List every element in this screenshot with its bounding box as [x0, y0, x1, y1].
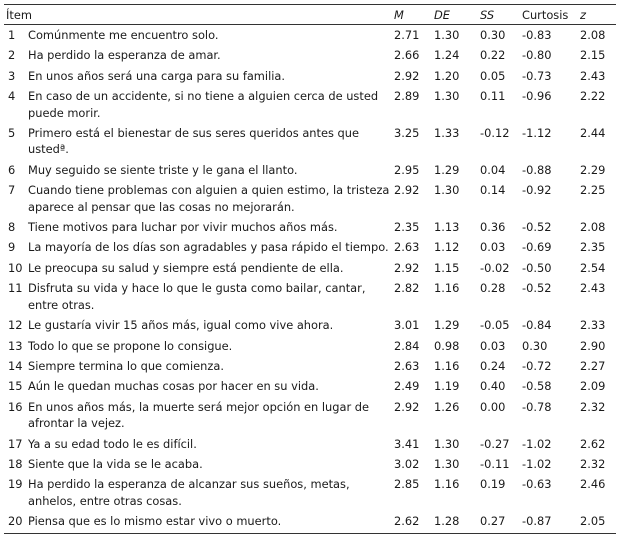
value-m: 2.49: [394, 379, 420, 394]
value-m: 3.41: [394, 436, 420, 451]
value-z: 2.43: [580, 68, 606, 83]
value-de: 1.15: [434, 260, 460, 275]
table-body: [4, 25, 616, 534]
value-m: 2.82: [394, 281, 420, 296]
value-ss: 0.36: [480, 220, 506, 235]
table-row: [4, 397, 616, 434]
value-ss: -0.02: [480, 260, 510, 275]
value-z: 2.08: [580, 28, 606, 42]
value-ss: 0.03: [480, 240, 506, 255]
item-text: En caso de un accidente, si no tiene a alguien cerca de usted puede morir.: [28, 89, 379, 120]
item-number: 2: [8, 48, 16, 63]
value-m: 3.01: [394, 318, 420, 333]
item-number: 1: [8, 28, 16, 42]
value-de: 1.16: [434, 477, 460, 492]
value-m: 2.35: [394, 220, 420, 235]
item-text: Ha perdido la esperanza de alcanzar sus sueños, metas, anhelos, entre otras cosas.: [28, 477, 350, 508]
value-ss: -0.05: [480, 318, 510, 333]
value-curtosis: -0.92: [522, 183, 552, 198]
value-m: 2.92: [394, 68, 420, 83]
value-z: 2.43: [580, 281, 606, 296]
table-header: [4, 5, 616, 25]
table-row: [4, 434, 616, 454]
value-de: 1.30: [434, 436, 460, 451]
value-ss: 0.00: [480, 399, 506, 414]
value-m: 2.84: [394, 338, 420, 353]
value-m: 2.63: [394, 240, 420, 255]
value-de: 1.30: [434, 28, 460, 42]
item-text: Ya a su edad todo le es difícil.: [28, 436, 197, 451]
value-curtosis: -0.80: [522, 48, 552, 63]
table-row: [4, 25, 616, 46]
item-number: 17: [8, 436, 23, 451]
item-text: Le preocupa su salud y siempre está pendiente de ella.: [28, 260, 344, 275]
value-curtosis: -0.83: [522, 28, 552, 42]
header-ss: SS: [478, 5, 520, 25]
table-row: [4, 217, 616, 237]
value-m: 2.71: [394, 28, 420, 42]
value-curtosis: -0.69: [522, 240, 552, 255]
value-ss: 0.19: [480, 477, 506, 492]
value-ss: 0.27: [478, 511, 520, 533]
table-row: [4, 45, 616, 65]
value-curtosis: -0.50: [522, 260, 552, 275]
item-number: 13: [8, 338, 23, 353]
value-curtosis: -1.02: [522, 456, 552, 471]
item-text: Siente que la vida se le acaba.: [28, 456, 203, 471]
item-statistics-table: [4, 4, 616, 534]
value-ss: 0.04: [480, 162, 506, 177]
item-text: Disfruta su vida y hace lo que le gusta como bailar, cantar, entre otras.: [28, 281, 366, 312]
table-row: [4, 123, 616, 160]
table-row: [4, 376, 616, 396]
value-ss: 0.11: [480, 89, 506, 104]
value-ss: 0.03: [480, 338, 506, 353]
value-de: 0.98: [434, 338, 460, 353]
value-z: 2.05: [578, 511, 616, 533]
value-z: 2.22: [580, 89, 606, 104]
item-number: 14: [8, 358, 23, 373]
value-ss: -0.12: [480, 126, 510, 141]
item-number: 18: [8, 456, 23, 471]
value-z: 2.08: [580, 220, 606, 235]
table-row: [4, 356, 616, 376]
value-z: 2.29: [580, 162, 606, 177]
value-de: 1.12: [434, 240, 460, 255]
value-de: 1.26: [434, 399, 460, 414]
item-number: 15: [8, 379, 23, 394]
header-row: [4, 5, 616, 25]
table-row: [4, 315, 616, 335]
value-de: 1.30: [434, 456, 460, 471]
item-text: Comúnmente me encuentro solo.: [28, 28, 219, 42]
value-m: 2.95: [394, 162, 420, 177]
item-number: 3: [8, 68, 16, 83]
value-curtosis: -0.73: [522, 68, 552, 83]
value-z: 2.33: [580, 318, 606, 333]
item-number: 19: [8, 477, 23, 492]
value-de: 1.16: [434, 358, 460, 373]
table-row: [4, 454, 616, 474]
table-row: [4, 336, 616, 356]
value-de: 1.30: [434, 89, 460, 104]
value-de: 1.20: [434, 68, 460, 83]
value-de: 1.29: [434, 318, 460, 333]
item-text: En unos años será una carga para su familia.: [28, 68, 285, 83]
header-de: DE: [432, 5, 478, 25]
item-number: 20: [4, 511, 26, 533]
value-m: 2.63: [394, 358, 420, 373]
value-curtosis: -1.12: [522, 126, 552, 141]
value-de: 1.16: [434, 281, 460, 296]
value-m: 2.89: [394, 89, 420, 104]
item-text: Siempre termina lo que comienza.: [28, 358, 224, 373]
table-row: [4, 258, 616, 278]
value-ss: 0.28: [480, 281, 506, 296]
value-z: 2.35: [580, 240, 606, 255]
value-z: 2.54: [580, 260, 606, 275]
table-row: [4, 180, 616, 217]
item-text: Le gustaría vivir 15 años más, igual como vive ahora.: [28, 318, 334, 333]
value-m: 2.66: [394, 48, 420, 63]
item-text: Piensa que es lo mismo estar vivo o muerto.: [26, 511, 392, 533]
value-de: 1.30: [434, 183, 460, 198]
value-curtosis: 0.30: [522, 338, 548, 353]
value-de: 1.13: [434, 220, 460, 235]
item-text: Muy seguido se siente triste y le gana el llanto.: [28, 162, 298, 177]
value-ss: 0.05: [480, 68, 506, 83]
value-ss: 0.30: [480, 28, 506, 42]
value-de: 1.29: [434, 162, 460, 177]
value-z: 2.32: [580, 456, 606, 471]
value-z: 2.44: [580, 126, 606, 141]
value-curtosis: -0.52: [522, 220, 552, 235]
value-curtosis: -0.84: [522, 318, 552, 333]
value-de: 1.19: [434, 379, 460, 394]
item-number: 7: [8, 183, 16, 198]
table-row: [4, 66, 616, 86]
value-m: 3.02: [394, 456, 420, 471]
item-number: 9: [8, 240, 16, 255]
header-curtosis: Curtosis: [520, 5, 578, 25]
item-number: 8: [8, 220, 16, 235]
item-text: Primero está el bienestar de sus seres queridos antes que ustedª.: [28, 126, 360, 157]
value-ss: -0.11: [480, 456, 510, 471]
table-row: [4, 160, 616, 180]
table-row: [4, 278, 616, 315]
table-row: [4, 474, 616, 511]
item-text: Tiene motivos para luchar por vivir muchos años más.: [28, 220, 338, 235]
value-ss: 0.40: [480, 379, 506, 394]
value-m: 2.92: [394, 399, 420, 414]
item-text: Aún le quedan muchas cosas por hacer en su vida.: [28, 379, 319, 394]
value-m: 2.92: [394, 260, 420, 275]
value-m: 2.92: [394, 183, 420, 198]
value-z: 2.46: [580, 477, 606, 492]
value-curtosis: -0.52: [522, 281, 552, 296]
value-de: 1.33: [434, 126, 460, 141]
value-curtosis: -0.88: [522, 162, 552, 177]
item-number: 11: [8, 281, 23, 296]
value-z: 2.15: [580, 48, 606, 63]
value-z: 2.32: [580, 399, 606, 414]
value-curtosis: -0.58: [522, 379, 552, 394]
value-z: 2.62: [580, 436, 606, 451]
value-ss: 0.24: [480, 358, 506, 373]
table-row: [4, 86, 616, 123]
table-row: [4, 237, 616, 257]
value-curtosis: -1.02: [522, 436, 552, 451]
value-curtosis: -0.87: [520, 511, 578, 533]
item-number: 16: [8, 399, 23, 414]
item-number: 10: [8, 260, 23, 275]
header-item: Ítem: [4, 5, 392, 25]
value-m: 2.62: [392, 511, 432, 533]
item-text: En unos años más, la muerte será mejor opción en lugar de afrontar la vejez.: [28, 399, 370, 431]
value-ss: 0.22: [480, 48, 506, 63]
table-row: [4, 511, 616, 533]
value-ss: 0.14: [480, 183, 506, 198]
value-curtosis: -0.78: [522, 399, 552, 414]
item-number: 6: [8, 162, 16, 177]
value-ss: -0.27: [480, 436, 510, 451]
item-number: 5: [8, 126, 16, 141]
header-z: z: [578, 5, 616, 25]
item-text: Cuando tiene problemas con alguien a quien estimo, la tristeza aparece al pensar que las cosas no mejorarán.: [28, 183, 390, 214]
item-text: Todo lo que se propone lo consigue.: [28, 338, 233, 353]
value-de: 1.24: [434, 48, 460, 63]
header-m: M: [392, 5, 432, 25]
value-de: 1.28: [432, 511, 478, 533]
value-z: 2.09: [580, 379, 606, 394]
value-m: 3.25: [394, 126, 420, 141]
item-text: La mayoría de los días son agradables y pasa rápido el tiempo.: [28, 240, 389, 255]
value-m: 2.85: [394, 477, 420, 492]
value-z: 2.27: [580, 358, 606, 373]
item-text: Ha perdido la esperanza de amar.: [28, 48, 221, 63]
value-curtosis: -0.63: [522, 477, 552, 492]
value-z: 2.90: [580, 338, 606, 353]
item-number: 12: [8, 318, 23, 333]
item-number: 4: [8, 89, 16, 104]
value-z: 2.25: [580, 183, 606, 198]
value-curtosis: -0.72: [522, 358, 552, 373]
value-curtosis: -0.96: [522, 89, 552, 104]
